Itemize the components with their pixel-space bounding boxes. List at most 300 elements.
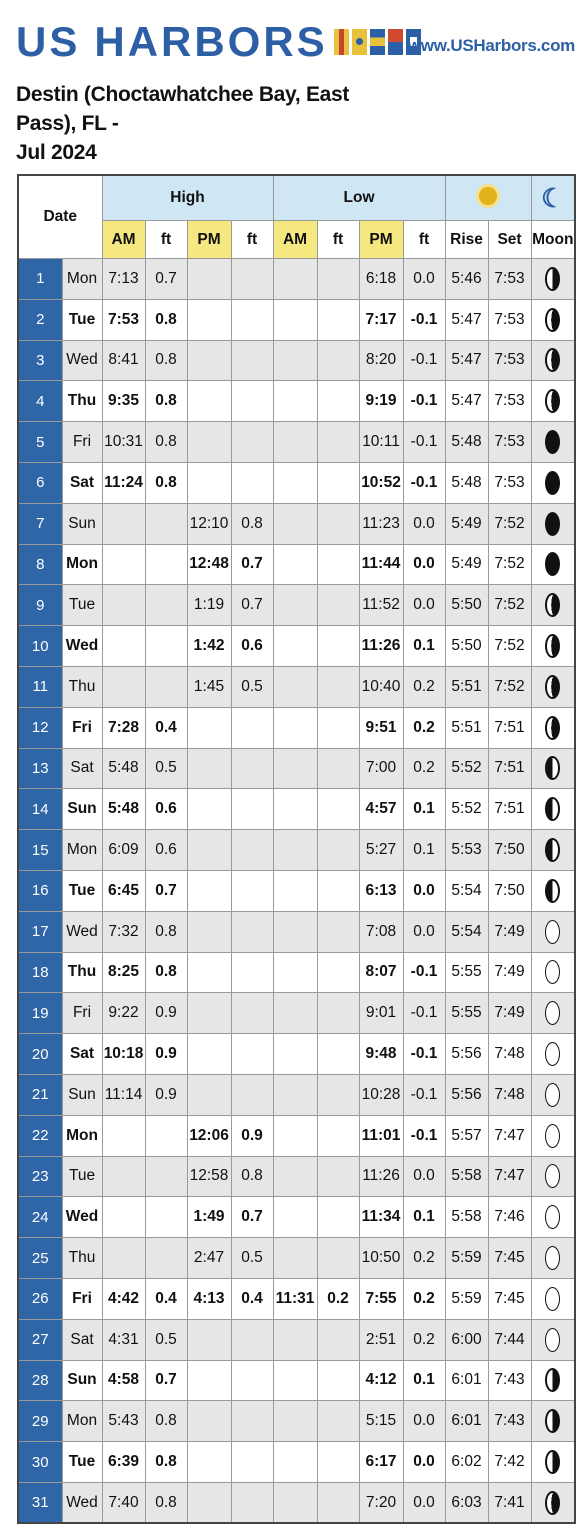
moon-phase-cell [531, 1197, 575, 1238]
high-pm-time [187, 748, 231, 789]
high-pm-time [187, 381, 231, 422]
high-am-time: 9:35 [102, 381, 145, 422]
low-pm-ft: 0.2 [403, 1238, 445, 1279]
page-header [16, 14, 575, 174]
low-am-ft [317, 1360, 359, 1401]
low-pm-time: 11:52 [359, 585, 403, 626]
high-pm-ft [231, 1401, 273, 1442]
low-am-ft [317, 952, 359, 993]
low-am-time [273, 830, 317, 871]
table-row [18, 1034, 575, 1075]
moon-phase-cell [531, 911, 575, 952]
low-pm-time: 11:34 [359, 1197, 403, 1238]
day-number: 11 [18, 666, 62, 707]
low-am-time [273, 585, 317, 626]
high-am-ft: 0.7 [145, 1360, 187, 1401]
high-pm-ft [231, 1442, 273, 1483]
moon-phase-cell [531, 1034, 575, 1075]
high-am-ft: 0.9 [145, 993, 187, 1034]
sunset-time: 7:43 [488, 1401, 531, 1442]
weekday: Thu [62, 381, 102, 422]
weekday: Fri [62, 707, 102, 748]
sunset-time: 7:48 [488, 1074, 531, 1115]
col-low-am: AM [273, 221, 317, 259]
day-number: 4 [18, 381, 62, 422]
moon-phase-cell [531, 340, 575, 381]
moon-phase-icon [545, 756, 560, 780]
high-pm-time [187, 789, 231, 830]
sunset-time: 7:45 [488, 1238, 531, 1279]
sunrise-time: 5:56 [445, 1034, 488, 1075]
sunset-time: 7:53 [488, 381, 531, 422]
high-pm-ft [231, 748, 273, 789]
weekday: Wed [62, 1482, 102, 1523]
day-number: 21 [18, 1074, 62, 1115]
weekday: Wed [62, 911, 102, 952]
sunrise-time: 5:52 [445, 789, 488, 830]
day-number: 8 [18, 544, 62, 585]
high-am-ft [145, 666, 187, 707]
low-pm-time: 11:01 [359, 1115, 403, 1156]
low-am-time [273, 666, 317, 707]
moon-phase-cell [531, 422, 575, 463]
low-pm-time: 10:11 [359, 422, 403, 463]
day-number: 13 [18, 748, 62, 789]
moon-header [531, 175, 575, 221]
high-am-ft: 0.6 [145, 789, 187, 830]
low-pm-ft: 0.0 [403, 911, 445, 952]
website-link[interactable]: www.USHarbors.com [407, 36, 575, 55]
table-row [18, 422, 575, 463]
low-am-ft [317, 1074, 359, 1115]
sunset-time: 7:52 [488, 503, 531, 544]
moon-phase-cell [531, 1482, 575, 1523]
sunrise-time: 5:51 [445, 666, 488, 707]
low-am-time [273, 422, 317, 463]
sunrise-time: 6:01 [445, 1360, 488, 1401]
low-pm-time: 6:17 [359, 1442, 403, 1483]
sunset-time: 7:45 [488, 1278, 531, 1319]
low-pm-ft: 0.2 [403, 1278, 445, 1319]
moon-phase-cell [531, 1401, 575, 1442]
high-pm-time [187, 299, 231, 340]
sunrise-time: 5:58 [445, 1156, 488, 1197]
sunset-time: 7:43 [488, 1360, 531, 1401]
sunset-time: 7:47 [488, 1115, 531, 1156]
moon-phase-cell [531, 1360, 575, 1401]
moon-phase-cell [531, 707, 575, 748]
sunrise-time: 5:55 [445, 993, 488, 1034]
high-am-time: 10:18 [102, 1034, 145, 1075]
high-am-ft: 0.7 [145, 870, 187, 911]
low-pm-ft: 0.0 [403, 870, 445, 911]
day-number: 10 [18, 626, 62, 667]
high-am-time: 5:48 [102, 748, 145, 789]
low-pm-ft: -0.1 [403, 952, 445, 993]
col-sunrise: Rise [445, 221, 488, 259]
sunset-time: 7:48 [488, 1034, 531, 1075]
high-am-ft: 0.8 [145, 1401, 187, 1442]
low-am-ft: 0.2 [317, 1278, 359, 1319]
low-am-time [273, 707, 317, 748]
moon-phase-icon [545, 675, 560, 699]
day-number: 24 [18, 1197, 62, 1238]
high-am-ft: 0.8 [145, 911, 187, 952]
high-pm-ft: 0.7 [231, 585, 273, 626]
high-pm-ft [231, 1482, 273, 1523]
moon-phase-icon [545, 1287, 560, 1311]
high-pm-ft [231, 1319, 273, 1360]
table-row [18, 1156, 575, 1197]
day-number: 19 [18, 993, 62, 1034]
low-pm-ft: -0.1 [403, 1115, 445, 1156]
high-pm-ft: 0.8 [231, 1156, 273, 1197]
day-number: 9 [18, 585, 62, 626]
day-number: 15 [18, 830, 62, 871]
sunset-time: 7:46 [488, 1197, 531, 1238]
high-am-ft [145, 1238, 187, 1279]
low-am-ft [317, 911, 359, 952]
low-am-time [273, 1156, 317, 1197]
low-am-time [273, 1074, 317, 1115]
sunrise-time: 5:58 [445, 1197, 488, 1238]
high-pm-time: 1:49 [187, 1197, 231, 1238]
moon-phase-icon [545, 1124, 560, 1148]
high-am-ft [145, 503, 187, 544]
high-am-ft: 0.8 [145, 381, 187, 422]
moon-phase-cell [531, 789, 575, 830]
table-row [18, 585, 575, 626]
low-pm-time: 9:19 [359, 381, 403, 422]
sunset-time: 7:53 [488, 259, 531, 300]
sunrise-time: 5:49 [445, 544, 488, 585]
col-low-pm: PM [359, 221, 403, 259]
low-pm-ft: 0.1 [403, 626, 445, 667]
table-row [18, 1238, 575, 1279]
logo-harbors-text: HARBORS [94, 18, 328, 65]
low-pm-time: 7:20 [359, 1482, 403, 1523]
sunset-time: 7:52 [488, 626, 531, 667]
high-pm-time: 12:10 [187, 503, 231, 544]
high-pm-ft [231, 340, 273, 381]
low-am-ft [317, 1442, 359, 1483]
moon-phase-cell [531, 830, 575, 871]
high-am-ft: 0.8 [145, 299, 187, 340]
moon-phase-icon [545, 1083, 560, 1107]
weekday: Fri [62, 1278, 102, 1319]
high-am-time: 6:45 [102, 870, 145, 911]
low-pm-ft: -0.1 [403, 1074, 445, 1115]
low-am-time [273, 299, 317, 340]
col-high-am: AM [102, 221, 145, 259]
high-am-time [102, 1115, 145, 1156]
low-pm-ft: 0.2 [403, 1319, 445, 1360]
low-pm-time: 9:01 [359, 993, 403, 1034]
high-pm-ft [231, 1074, 273, 1115]
high-pm-time [187, 422, 231, 463]
high-am-ft: 0.9 [145, 1074, 187, 1115]
low-pm-time: 11:23 [359, 503, 403, 544]
low-am-ft [317, 381, 359, 422]
low-pm-ft: 0.2 [403, 666, 445, 707]
day-number: 16 [18, 870, 62, 911]
low-pm-time: 4:12 [359, 1360, 403, 1401]
day-number: 23 [18, 1156, 62, 1197]
high-header: High [102, 175, 273, 221]
moon-phase-icon [545, 348, 560, 372]
low-am-time [273, 952, 317, 993]
weekday: Wed [62, 626, 102, 667]
low-am-time [273, 544, 317, 585]
day-number: 7 [18, 503, 62, 544]
low-pm-ft: 0.1 [403, 1360, 445, 1401]
high-pm-time: 1:42 [187, 626, 231, 667]
low-pm-time: 4:57 [359, 789, 403, 830]
low-am-ft [317, 1115, 359, 1156]
high-pm-ft [231, 789, 273, 830]
high-pm-time [187, 462, 231, 503]
high-am-ft: 0.4 [145, 707, 187, 748]
high-pm-ft [231, 462, 273, 503]
high-am-time [102, 585, 145, 626]
weekday: Tue [62, 1442, 102, 1483]
low-am-ft [317, 1034, 359, 1075]
low-am-ft [317, 707, 359, 748]
low-am-ft [317, 1319, 359, 1360]
weekday: Sun [62, 1074, 102, 1115]
high-pm-ft [231, 911, 273, 952]
high-pm-time [187, 952, 231, 993]
high-am-ft [145, 544, 187, 585]
high-pm-time [187, 340, 231, 381]
moon-phase-icon [545, 716, 560, 740]
sunset-time: 7:51 [488, 748, 531, 789]
moon-phase-cell [531, 1278, 575, 1319]
table-row [18, 1319, 575, 1360]
high-am-ft: 0.5 [145, 1319, 187, 1360]
weekday: Fri [62, 422, 102, 463]
low-pm-ft: 0.0 [403, 1482, 445, 1523]
sunrise-time: 5:56 [445, 1074, 488, 1115]
day-number: 2 [18, 299, 62, 340]
low-am-time [273, 1482, 317, 1523]
sunrise-time: 6:01 [445, 1401, 488, 1442]
logo-us-text: US [16, 18, 81, 65]
high-pm-ft: 0.9 [231, 1115, 273, 1156]
col-high-am-ft: ft [145, 221, 187, 259]
day-number: 29 [18, 1401, 62, 1442]
moon-phase-icon [545, 308, 560, 332]
high-pm-ft: 0.4 [231, 1278, 273, 1319]
low-pm-ft: 0.1 [403, 789, 445, 830]
high-pm-ft: 0.5 [231, 666, 273, 707]
low-header: Low [273, 175, 445, 221]
high-pm-ft: 0.7 [231, 544, 273, 585]
high-am-ft [145, 585, 187, 626]
table-row [18, 993, 575, 1034]
table-row [18, 1360, 575, 1401]
low-am-time [273, 911, 317, 952]
sunset-time: 7:52 [488, 544, 531, 585]
low-pm-time: 8:20 [359, 340, 403, 381]
moon-phase-cell [531, 1238, 575, 1279]
day-number: 5 [18, 422, 62, 463]
moon-phase-icon [545, 1409, 560, 1433]
weekday: Sat [62, 462, 102, 503]
high-pm-time [187, 707, 231, 748]
low-am-time [273, 1442, 317, 1483]
table-row [18, 870, 575, 911]
low-pm-time: 7:00 [359, 748, 403, 789]
day-number: 28 [18, 1360, 62, 1401]
sunset-time: 7:53 [488, 340, 531, 381]
moon-phase-icon [545, 960, 560, 984]
low-pm-time: 7:55 [359, 1278, 403, 1319]
low-am-time [273, 381, 317, 422]
weekday: Sat [62, 1319, 102, 1360]
sunset-time: 7:50 [488, 830, 531, 871]
high-am-time: 5:48 [102, 789, 145, 830]
day-number: 1 [18, 259, 62, 300]
col-low-pm-ft: ft [403, 221, 445, 259]
sunset-time: 7:47 [488, 1156, 531, 1197]
sunrise-time: 5:48 [445, 422, 488, 463]
weekday: Thu [62, 666, 102, 707]
high-pm-ft [231, 381, 273, 422]
high-pm-time [187, 1442, 231, 1483]
low-pm-ft: 0.0 [403, 503, 445, 544]
moon-phase-cell [531, 1074, 575, 1115]
high-am-ft [145, 1115, 187, 1156]
table-row [18, 789, 575, 830]
low-am-ft [317, 1482, 359, 1523]
sunrise-time: 5:47 [445, 340, 488, 381]
high-am-time: 4:31 [102, 1319, 145, 1360]
high-am-time: 6:39 [102, 1442, 145, 1483]
high-am-time: 4:58 [102, 1360, 145, 1401]
high-pm-time [187, 993, 231, 1034]
low-am-ft [317, 789, 359, 830]
moon-phase-icon [545, 1328, 560, 1352]
low-am-ft [317, 340, 359, 381]
sunrise-time: 5:57 [445, 1115, 488, 1156]
day-number: 22 [18, 1115, 62, 1156]
table-row [18, 1197, 575, 1238]
high-am-time: 10:31 [102, 422, 145, 463]
day-number: 27 [18, 1319, 62, 1360]
sunset-time: 7:51 [488, 707, 531, 748]
low-am-time [273, 1197, 317, 1238]
high-pm-time [187, 1482, 231, 1523]
high-am-time [102, 1156, 145, 1197]
usharbors-logo[interactable] [16, 18, 421, 66]
weekday: Wed [62, 1197, 102, 1238]
sunset-time: 7:49 [488, 993, 531, 1034]
weekday: Sun [62, 789, 102, 830]
low-am-ft [317, 462, 359, 503]
high-pm-ft [231, 299, 273, 340]
low-am-time [273, 748, 317, 789]
moon-phase-icon [545, 1205, 560, 1229]
weekday: Sun [62, 503, 102, 544]
moon-phase-icon [545, 1368, 560, 1392]
high-pm-time: 4:13 [187, 1278, 231, 1319]
table-row [18, 666, 575, 707]
low-am-time [273, 462, 317, 503]
weekday: Mon [62, 1401, 102, 1442]
sunset-time: 7:52 [488, 666, 531, 707]
title-month: Jul 2024 [16, 141, 97, 164]
high-pm-time [187, 830, 231, 871]
table-row [18, 462, 575, 503]
weekday: Mon [62, 1115, 102, 1156]
table-row [18, 911, 575, 952]
sun-header [445, 175, 531, 221]
weekday: Mon [62, 544, 102, 585]
sunrise-time: 5:47 [445, 381, 488, 422]
high-am-ft: 0.9 [145, 1034, 187, 1075]
moon-phase-icon [545, 552, 560, 576]
moon-phase-icon [545, 879, 560, 903]
low-pm-ft: 0.2 [403, 748, 445, 789]
low-am-ft [317, 870, 359, 911]
high-pm-ft [231, 993, 273, 1034]
moon-phase-icon [545, 267, 560, 291]
high-pm-time [187, 1360, 231, 1401]
moon-phase-cell [531, 299, 575, 340]
low-pm-time: 10:40 [359, 666, 403, 707]
high-pm-ft: 0.5 [231, 1238, 273, 1279]
low-am-time: 11:31 [273, 1278, 317, 1319]
table-row [18, 1074, 575, 1115]
high-pm-time [187, 1401, 231, 1442]
page-title [16, 80, 396, 167]
moon-phase-icon [545, 389, 560, 413]
moon-phase-icon [545, 634, 560, 658]
low-pm-ft: -0.1 [403, 462, 445, 503]
high-pm-ft: 0.8 [231, 503, 273, 544]
high-pm-ft: 0.6 [231, 626, 273, 667]
high-pm-time [187, 911, 231, 952]
tide-table [17, 174, 576, 1524]
weekday: Thu [62, 952, 102, 993]
moon-phase-icon [545, 1001, 560, 1025]
low-am-ft [317, 666, 359, 707]
day-number: 26 [18, 1278, 62, 1319]
moon-phase-icon [545, 1164, 560, 1188]
title-location: Destin (Choctawhatchee Bay, East Pass), FL - [16, 83, 350, 135]
moon-phase-cell [531, 259, 575, 300]
high-pm-ft [231, 707, 273, 748]
low-am-ft [317, 1401, 359, 1442]
day-number: 18 [18, 952, 62, 993]
low-am-time [273, 1115, 317, 1156]
low-pm-time: 9:51 [359, 707, 403, 748]
high-am-ft: 0.5 [145, 748, 187, 789]
low-am-time [273, 1034, 317, 1075]
low-am-ft [317, 626, 359, 667]
low-pm-ft: -0.1 [403, 1034, 445, 1075]
low-am-time [273, 1319, 317, 1360]
sun-icon [479, 187, 497, 205]
moon-phase-cell [531, 748, 575, 789]
day-number: 30 [18, 1442, 62, 1483]
high-pm-ft [231, 259, 273, 300]
low-pm-time: 6:18 [359, 259, 403, 300]
moon-phase-cell [531, 870, 575, 911]
low-am-ft [317, 1197, 359, 1238]
sunset-time: 7:41 [488, 1482, 531, 1523]
